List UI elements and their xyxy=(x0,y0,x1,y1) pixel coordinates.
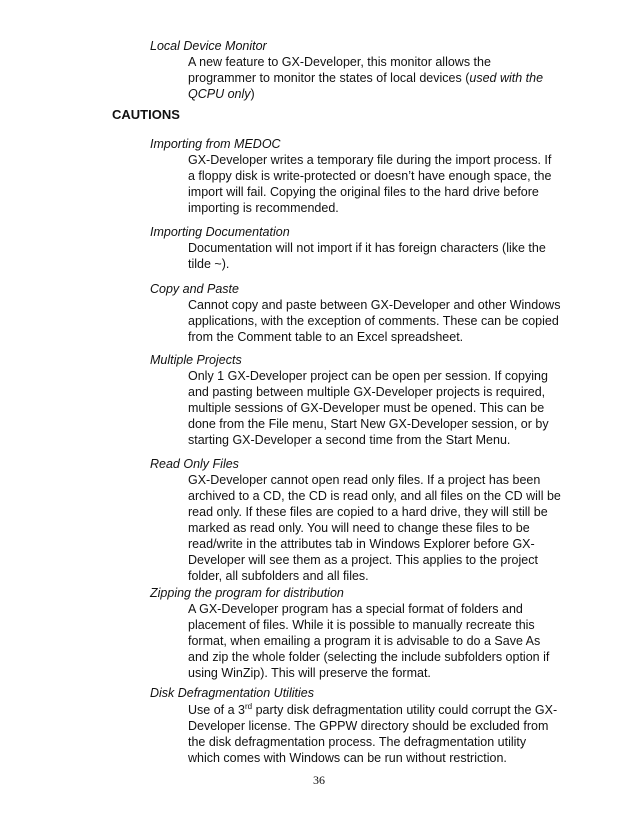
body-line: folder, all subfolders and all files. xyxy=(188,569,369,583)
body-line: which comes with Windows can be run without restriction. xyxy=(188,751,507,765)
body-line: archived to a CD, the CD is read only, and all files on the CD will be xyxy=(188,489,561,503)
section-title: Read Only Files xyxy=(150,457,239,471)
body-line: Documentation will not import if it has foreign characters (like the xyxy=(188,241,546,255)
body-line: using WinZip). This will preserve the format. xyxy=(188,666,431,680)
body-line: read/write in the attributes tab in Windows Explorer before GX- xyxy=(188,537,535,551)
body-text: party disk defragmentation utility could corrupt the GX- xyxy=(252,703,558,717)
body-line: done from the File menu, Start New GX-Developer session, or by xyxy=(188,417,549,431)
italic-note: QCPU only xyxy=(188,87,251,101)
body-text: ) xyxy=(250,87,255,101)
body-line: and pasting between multiple GX-Developer projects is required, xyxy=(188,385,546,399)
section-title: Disk Defragmentation Utilities xyxy=(150,686,314,700)
body-line: and zip the whole folder (selecting the include subfolders option if xyxy=(188,650,550,664)
body-line xyxy=(188,702,557,718)
body-line: Developer license. The GPPW directory should be excluded from xyxy=(188,719,549,733)
body-text: programmer to monitor the states of local devices ( xyxy=(188,71,470,85)
body-line: starting GX-Developer a second time from the Start Menu. xyxy=(188,433,511,447)
body-line xyxy=(188,70,543,86)
body-line: format, when emailing a program it is advisable to do a Save As xyxy=(188,634,541,648)
body-line: import will fail. Copying the original files to the hard drive before xyxy=(188,185,539,199)
body-line: Only 1 GX-Developer project can be open per session. If copying xyxy=(188,369,548,383)
body-line: A new feature to GX-Developer, this monitor allows the xyxy=(188,55,491,69)
body-line: marked as read only. You will need to change these files to be xyxy=(188,521,530,535)
body-line: multiple sessions of GX-Developer must be opened. This can be xyxy=(188,401,545,415)
section-title: Copy and Paste xyxy=(150,282,239,296)
section-title: Importing Documentation xyxy=(150,225,290,239)
body-line: placement of files. While it is possible to manually recreate this xyxy=(188,618,535,632)
body-line: tilde ~). xyxy=(188,257,230,271)
body-line: Cannot copy and paste between GX-Developer and other Windows xyxy=(188,298,561,312)
page-number: 36 xyxy=(313,773,325,787)
section-title: Importing from MEDOC xyxy=(150,137,281,151)
italic-note: used with the xyxy=(469,71,544,85)
body-line: A GX-Developer program has a special format of folders and xyxy=(188,602,523,616)
section-title: Zipping the program for distribution xyxy=(150,586,344,600)
body-line: Developer will see them as a project. This applies to the project xyxy=(188,553,538,567)
section-title: Multiple Projects xyxy=(150,353,242,367)
body-line: applications, with the exception of comments. These can be copied xyxy=(188,314,559,328)
body-line: from the Comment table to an Excel spreadsheet. xyxy=(188,330,464,344)
ordinal-superscript: rd xyxy=(244,702,253,711)
body-line: the disk defragmentation process. The defragmentation utility xyxy=(188,735,527,749)
body-line: read only. If these files are copied to a hard drive, they will still be xyxy=(188,505,548,519)
body-line: a floppy disk is write-protected or doesn’t have enough space, the xyxy=(188,169,552,183)
cautions-heading: CAUTIONS xyxy=(112,107,180,122)
body-line: importing is recommended. xyxy=(188,201,339,215)
body-text: Use of a 3 xyxy=(188,703,245,717)
body-line xyxy=(188,86,255,102)
body-line: GX-Developer cannot open read only files. If a project has been xyxy=(188,473,541,487)
section-title: Local Device Monitor xyxy=(150,39,267,53)
body-line: GX-Developer writes a temporary file during the import process. If xyxy=(188,153,552,167)
